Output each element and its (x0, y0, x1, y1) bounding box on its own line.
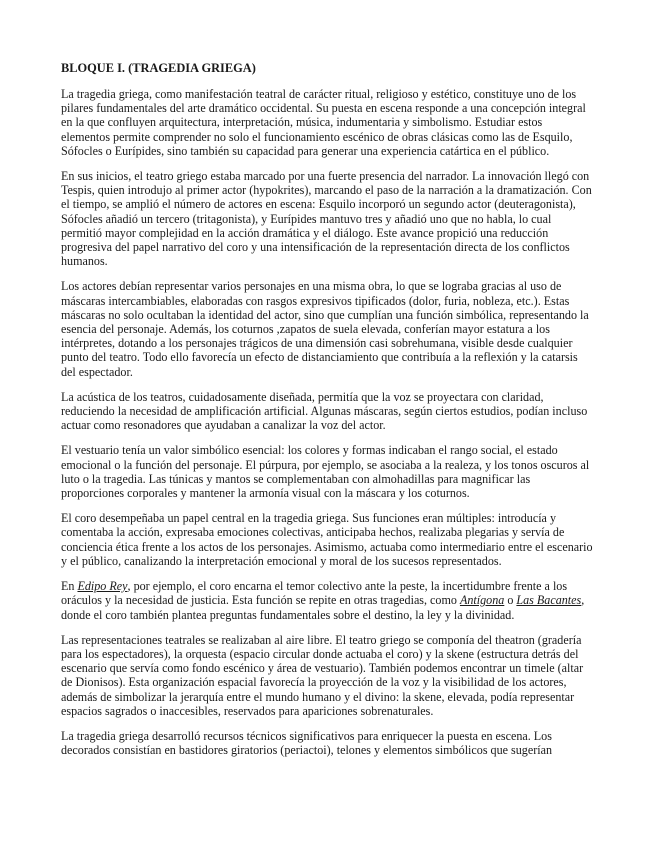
work-title-las-bacantes: Las Bacantes (516, 593, 582, 608)
paragraph-intro: La tragedia griega, como manifestación teatral de carácter ritual, religioso y estético, constituye uno de los pilares fundamentales del arte dramático occidental. Su puesta en escena responde a una concepción integral en la que confluyen arquitectura, interpretación, música, indumentaria y simbolismo. Estudiar estos elementos permite comprender no solo el funcionamiento escénico de obras clásicas como las de Esquilo, Sófocles o Eurípides, sino también su capacidad para generar una experiencia catártica en el público. (61, 87, 586, 158)
text-segment: o (504, 593, 517, 608)
paragraph-costume: El vestuario tenía un valor simbólico esencial: los colores y formas indicaban el rango social, el estado emocional o la función del personaje. El púrpura, por ejemplo, se asociaba a la realeza, y los tonos oscuros al luto o la tragedia. Las túnicas y mantos se complementaban con almohadillas para magnificar las proporciones corporales y mantener la armonía visual con la máscara y los coturnos. (61, 443, 590, 501)
paragraph-acoustics: La acústica de los teatros, cuidadosamente diseñada, permitía que la voz se proyectara con claridad, reduciendo la necesidad de amplificación artificial. Algunas máscaras, según ciertos estudios, podían incluso actuar como resonadores que ayudaban a canalizar la voz del actor. (61, 389, 588, 433)
text-segment: , donde el coro también plantea preguntas fundamentales sobre el destino, la ley y la divinidad. (61, 593, 585, 622)
paragraph-chorus-examples (61, 579, 594, 622)
paragraph-masks: Los actores debían representar varios personajes en una misma obra, lo que se lograba gracias al uso de máscaras intercambiables, elaboradas con rasgos expresivos tipificados (dolor, furia, nobleza, etc.). Estas máscaras no solo ocultaban la identidad del actor, sino que cumplían una función simbólica, representando la esencia del personaje. Además, los coturnos ,zapatos de suela elevada, conferían mayor estatura a los intérpretes, dotando a los personajes trágicos de una dimensión casi sobrehumana, visible desde cualquier punto del teatro. Todo ello favorecía un efecto de distanciamiento que contribuía a la reflexión y la catarsis del espectador. (61, 279, 589, 379)
text-segment: En (61, 579, 78, 594)
paragraph-actors-evolution: En sus inicios, el teatro griego estaba marcado por una fuerte presencia del narrador. La innovación llegó con Tespis, quien introdujo al primer actor (hypokrites), marcando el paso de la narración a la dramatización. Con el tiempo, se amplió el número de actores en escena: Esquilo incorporó un segundo actor (deuteragonista), Sófocles añadió un tercero (tritagonista), y Eurípides mantuvo tres y añadió uno que no habla, lo cual permitió mayor complejidad en la acción dramática y el diálogo. Este avance propició una reducción progresiva del papel narrativo del coro y una intensificación de la representación directa de los conflictos humanos. (61, 169, 592, 269)
paragraph-theatre-space: Las representaciones teatrales se realizaban al aire libre. El teatro griego se componía del theatron (gradería para los espectadores), la orquesta (espacio circular donde actuaba el coro) y la skene (estructura detrás del escenario que servía como fondo escénico y área de vestuario). También podemos encontrar un timele (altar de Dionisos). Esta organización espacial favorecía la proyección de la voz y la visibilidad de los actores, además de simbolizar la jerarquía entre el mundo humano y el divino: la skene, elevada, podía representar espacios sagrados o inaccesibles, reservados para apariciones sobrenaturales. (61, 632, 584, 718)
text-segment: , por ejemplo, el coro encarna el temor colectivo ante la peste, la incertidumbre frente a los oráculos y la necesidad de justicia. Esta función se repite en otras tragedias, como (61, 579, 568, 608)
work-title-antigona: Antígona (459, 593, 505, 608)
paragraph-technical-resources: La tragedia griega desarrolló recursos técnicos significativos para enriquecer la puesta en escena. Los decorados consistían en bastidores giratorios (periactoi), telones y elementos simbólicos que sugerían (61, 728, 553, 758)
work-title-edipo-rey: Edipo Rey (77, 579, 128, 594)
section-heading: BLOQUE I. (TRAGEDIA GRIEGA) (61, 61, 256, 75)
paragraph-chorus: El coro desempeñaba un papel central en la tragedia griega. Sus funciones eran múltiples: introducía y comentaba la acción, expresaba emociones colectivas, anticipaba hechos, realizaba plegarias y servía de conciencia ética frente a los actos de los personajes. Asimismo, actuaba como intermediario entre el escenario y el público, canalizando la interpretación emocional y moral de los sucesos representados. (61, 511, 593, 568)
document-body (61, 56, 594, 768)
